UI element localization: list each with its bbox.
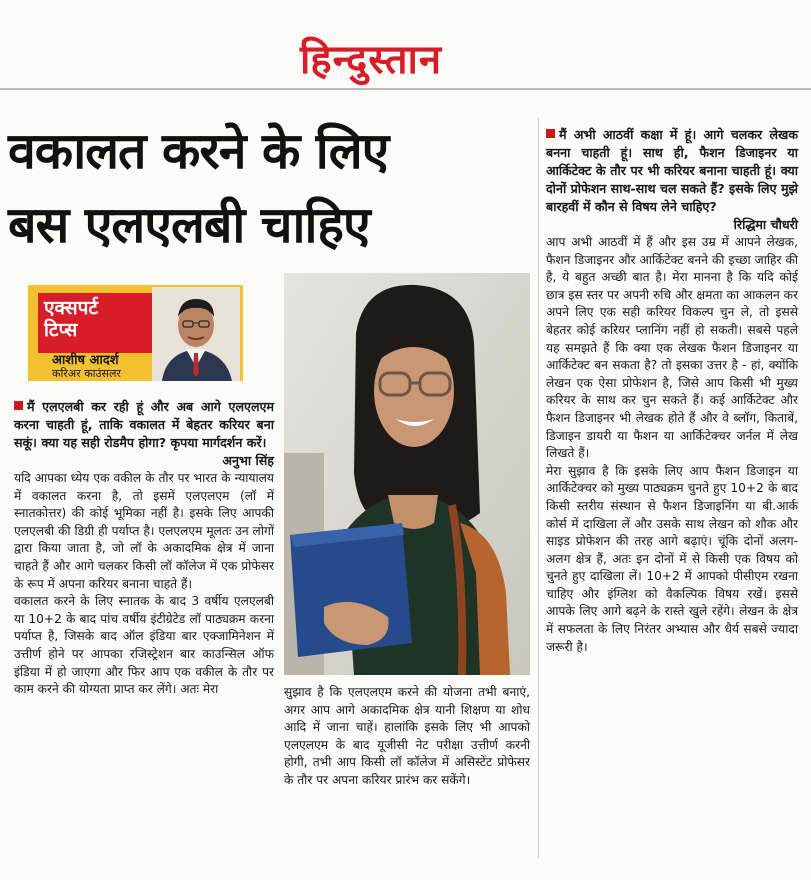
qa2-question-text: मैं अभी आठवीं कक्षा में हूं। आगे चलकर लेखक बनना चाहती हूं। साथ ही, फैशन डिजाइनर या आर्किटेक्ट के तौर पर भी करियर बनाना चाहती हूं। क्या दोनों प्रोफेशन साथ-साथ चल सकते हैं? इसके लिए मुझे बारहवीं में कौन से विषय लेने चाहिए? bbox=[546, 127, 798, 214]
qa2-question bbox=[546, 126, 798, 216]
qa1-question-text: मैं एलएलबी कर रही हूं और अब आगे एलएलएम करना चाहती हूं, ताकि वकालत में बेहतर करियर बना सकूं। क्या यह सही रोडमैप होगा? कृपया मार्गदर्शन करें। bbox=[14, 399, 274, 450]
qa1-question bbox=[14, 398, 274, 452]
headline-line-1: वकालत करने के लिए bbox=[8, 122, 389, 180]
student-photo bbox=[284, 273, 530, 675]
newspaper-logo bbox=[300, 30, 442, 85]
expert-portrait bbox=[152, 287, 240, 381]
qa1-answer-p1: यदि आपका ध्येय एक वकील के तौर पर भारत के न्यायालय में वकालत करना है, तो इसमें एलएलएम (लॉ में स्नातकोत्तर) की कोई भूमिका नहीं है। इसके लिए आपकी एलएलबी की डिग्री ही पर्याप्त है। एलएलएम मूलतः उन लोगों द्वारा किया जाता है, जो लॉ के अकादमिक क्षेत्र में जाना चाहते हैं और आगे चलकर किसी लॉ कॉलेज में एक प्रोफेसर के रूप में अपना करियर बनाना चाहते हैं। bbox=[14, 471, 274, 591]
qa1-answer-p3: सुझाव है कि एलएलएम करने की योजना तभी बनाएं, अगर आप आगे अकादमिक क्षेत्र यानी शिक्षण या शोध आदि में जाना चाहें। हालांकि इसके लिए भी आपको एलएलएम के बाद यूजीसी नेट परीक्षा उत्तीर्ण करनी होगी, तभी आप किसी लॉ कॉलेज में असिस्टेंट प्रोफेसर के तौर पर अपना करियर प्रारंभ कर सकेंगे। bbox=[284, 685, 530, 787]
logo-text: हिन्दुस्तान bbox=[300, 36, 443, 83]
expert-label-line1: एक्सपर्ट bbox=[44, 297, 98, 319]
headline-line-2: बस एलएलबी चाहिए bbox=[8, 196, 370, 254]
qa2-answer-p2: मेरा सुझाव है कि इसके लिए आप फैशन डिजाइन या आर्किटेक्चर को मुख्य पाठ्यक्रम चुनते हुए 10+2 के बाद किसी स्तरीय संस्थान से फैशन डिजाइनिंग या बी.आर्क कोर्स में दाखिला लें और उसके साथ लेखन को शौक और साइड प्रोफेशन की तरह आगे बढ़ाएं। चूंकि दोनों अलग-अलग क्षेत्र हैं, अतः इन दोनों में से किसी एक विषय को चुनते हुए दाखिला लें। 10+2 में आपको पीसीएम रखना चाहिए और इंग्लिश को वैकल्पिक विषय रखें। इससे आपके लिए आगे बढ़ने के रास्ते खुले रहेंगे। लेखन के क्षेत्र में सफलता के लिए निरंतर अभ्यास और धैर्य सबसे ज्यादा जरूरी है। bbox=[546, 463, 798, 654]
masthead bbox=[0, 0, 811, 90]
qa1-middle-column bbox=[284, 684, 530, 790]
expert-role: करिअर काउंसलर bbox=[52, 367, 121, 380]
qa1-asker: अनुभा सिंह bbox=[222, 453, 274, 468]
expert-tips-label bbox=[38, 293, 158, 353]
column-divider bbox=[538, 118, 539, 858]
qa2-asker: रिद्धिमा चौधरी bbox=[733, 217, 798, 232]
expert-name: आशीष आदर्श bbox=[52, 353, 119, 368]
red-square-bullet-icon bbox=[546, 129, 555, 138]
expert-label-line2: टिप्स bbox=[44, 319, 78, 341]
qa2-answer-p1: आप अभी आठवीं में हैं और इस उम्र में आपने लेखक, फैशन डिजाइनर और आर्किटेक्ट बनने की इच्छा जाहिर की है, ये बहुत अच्छी बात है। मेरा मानना है कि यदि कोई छात्र इस स्तर पर अपनी रुचि और क्षमता का आकलन कर अपने लिए एक सही करियर विकल्प चुन ले, तो इससे बेहतर कोई करियर प्लानिंग नहीं हो सकती। सबसे पहले यह समझते हैं कि क्या एक लेखक फैशन डिजाइनर या आर्किटेक्ट बन सकता है? तो इसका उत्तर है - हां, क्योंकि लेखन एक ऐसा प्रोफेशन है, जिसे आप किसी भी मुख्य करियर के साथ कर चुन सकते हैं। कई आर्किटेक्ट और फैशन डिजाइनर भी लेखक होते हैं और वे ब्लॉग, किताबें, डिजाइन डायरी या फैशन या आर्किटेक्चर जर्नल में लेख लिखते हैं। bbox=[546, 235, 798, 461]
red-square-bullet-icon bbox=[14, 401, 23, 410]
qa2-right-column bbox=[546, 126, 798, 656]
qa1-answer-p2: वकालत करने के लिए स्नातक के बाद 3 वर्षीय एलएलबी या 10+2 के बाद पांच वर्षीय इंटीग्रेटेड लॉ पाठ्यक्रम करना पर्याप्त है, जिसके बाद ऑल इंडिया बार एक्जामिनेशन में उत्तीर्ण होने पर आपका रजिस्ट्रेशन बार काउन्सिल ऑफ इंडिया में हो जाएगा और फिर आप एक वकील के तौर पर काम करने की योग्यता प्राप्त कर लेंगे। अतः मेरा bbox=[14, 594, 274, 697]
qa1-left-column bbox=[14, 398, 274, 699]
